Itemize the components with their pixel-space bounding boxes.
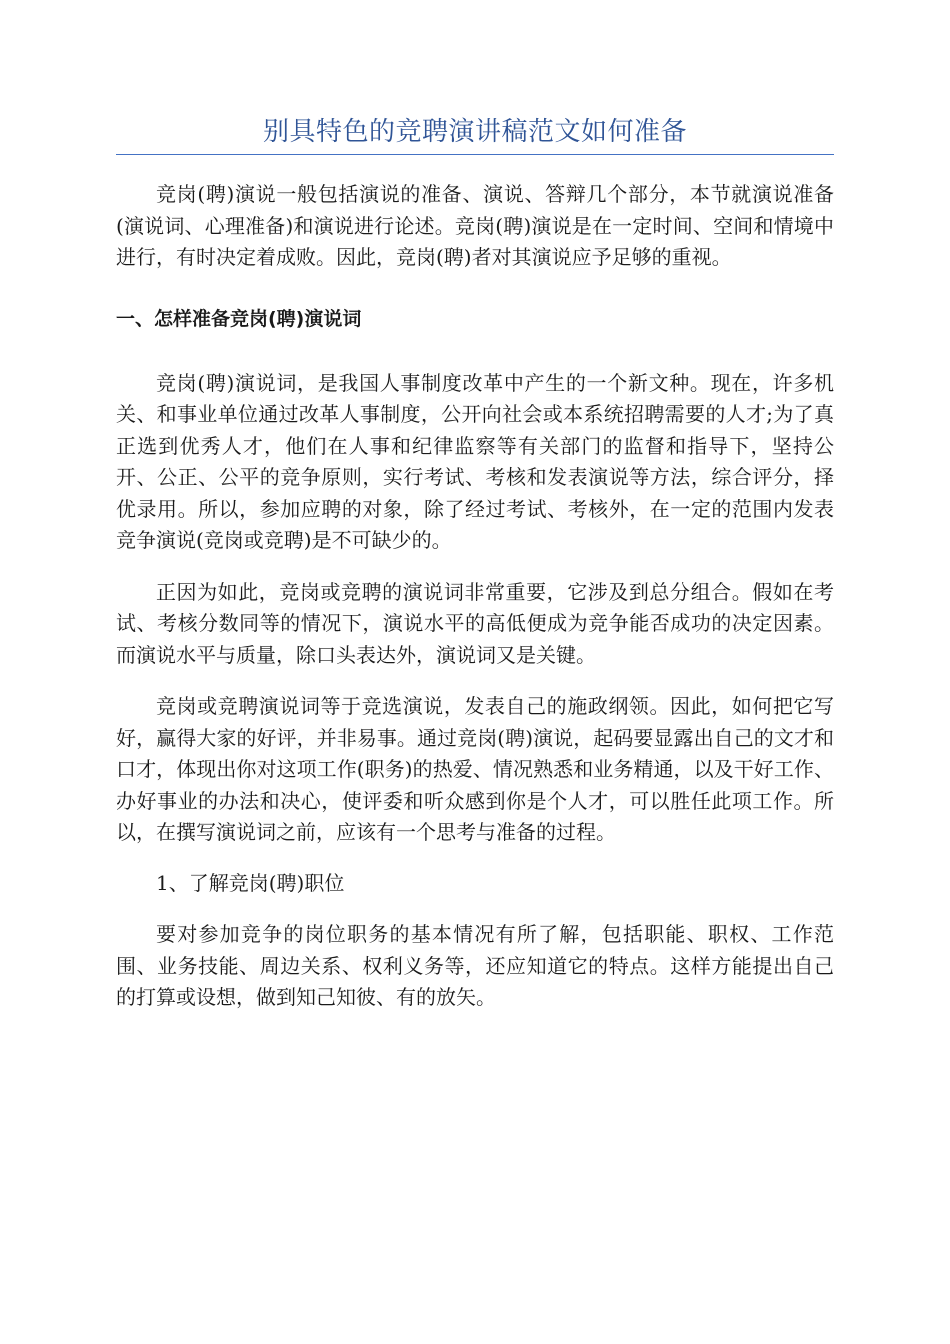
intro-paragraph: 竞岗(聘)演说一般包括演说的准备、演说、答辩几个部分，本节就演说准备(演说词、心理准备)和演说进行论述。竞岗(聘)演说是在一定时间、空间和情境中进行，有时决定着成败。因此，竞岗(聘)者对其演说应予足够的重视。 xyxy=(116,182,834,269)
body-paragraph-3: 正因为如此，竞岗或竞聘的演说词非常重要，它涉及到总分组合。假如在考试、考核分数同等的情况下，演说水平的高低便成为竞争能否成功的决定因素。而演说水平与质量，除口头表达外，演说词又是关键。 xyxy=(116,579,834,667)
document-title: 别具特色的竞聘演讲稿范文如何准备 xyxy=(262,117,687,147)
document-page xyxy=(116,0,834,1014)
title-underline xyxy=(116,154,834,155)
body-paragraph-4: 竞岗或竞聘演说词等于竞选演说，发表自己的施政纲领。因此，如何把它写好，赢得大家的好评，并非易事。通过竞岗(聘)演说，起码要显露出自己的文才和口才，体现出你对这项工作(职务)的热爱、情况熟悉和业务精通，以及干好工作、办好事业的办法和决心，使评委和听众感到你是个人才，可以胜任此项工作。所以，在撰写演说词之前，应该有一个思考与准备的过程。 xyxy=(116,694,834,844)
subsection-heading-1: 1、了解竞岗(聘)职位 xyxy=(156,870,345,895)
body-paragraph-2: 竞岗(聘)演说词，是我国人事制度改革中产生的一个新文种。现在，许多机关、和事业单位通过改革人事制度，公开向社会或本系统招聘需要的人才;为了真正选到优秀人才，他们在人事和纪律监察等有关部门的监督和指导下，坚持公开、公正、公平的竞争原则，实行考试、考核和发表演说等方法，综合评分，择优录用。所以，参加应聘的对象，除了经过考试、考核外，在一定的范围内发表竞争演说(竞岗或竞聘)是不可缺少的。 xyxy=(116,370,834,552)
section-heading-1: 一、怎样准备竞岗(聘)演说词 xyxy=(116,307,362,330)
body-paragraph-6: 要对参加竞争的岗位职务的基本情况有所了解，包括职能、职权、工作范围、业务技能、周边关系、权利义务等，还应知道它的特点。这样方能提出自己的打算或设想，做到知己知彼、有的放矢。 xyxy=(116,922,834,1009)
